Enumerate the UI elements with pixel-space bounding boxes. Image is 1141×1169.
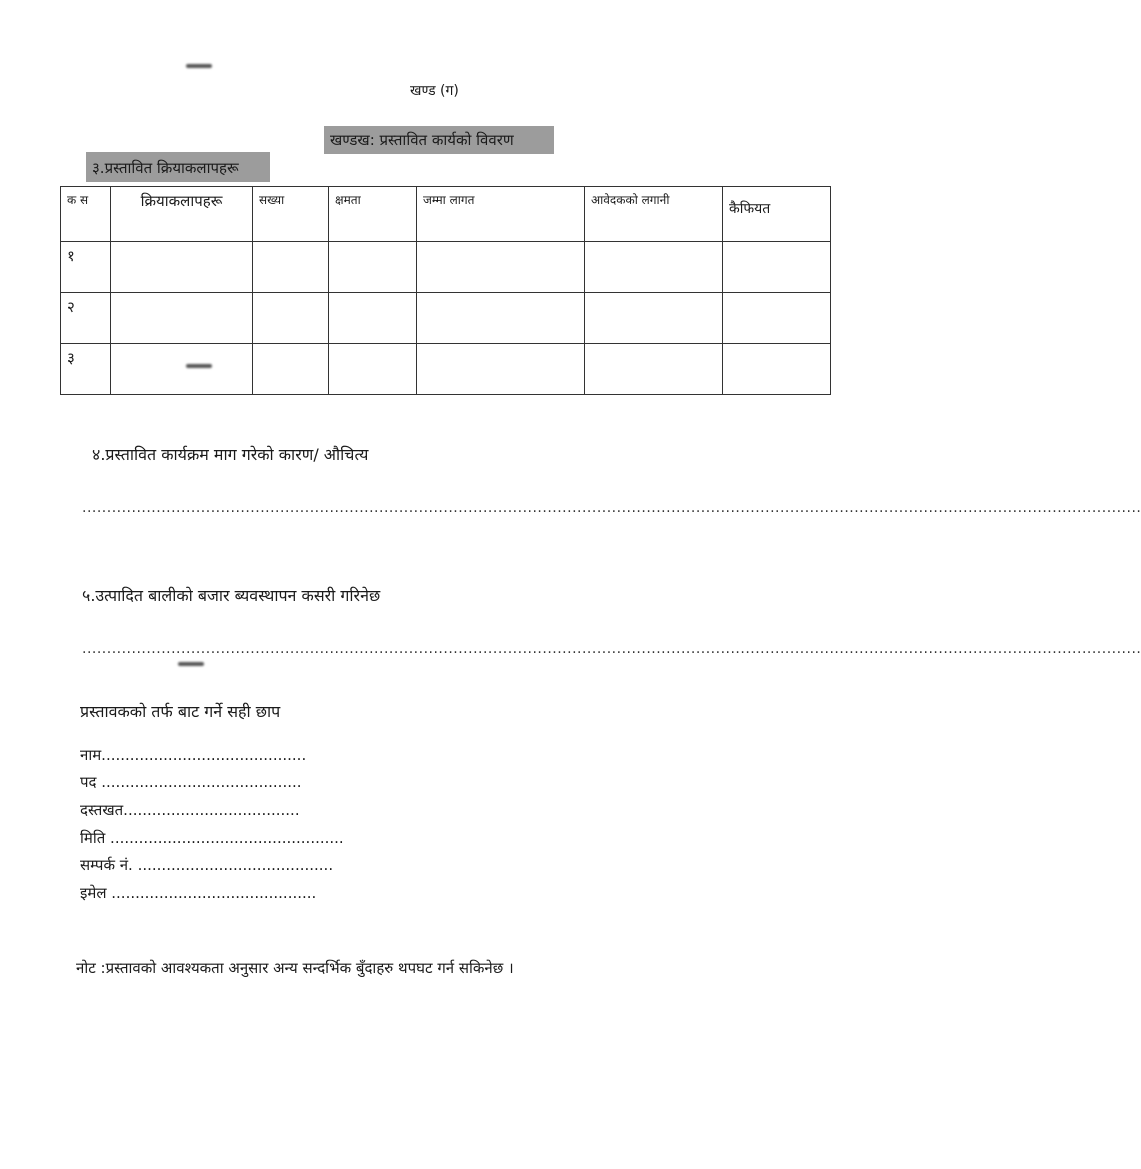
- table-cell[interactable]: [585, 293, 723, 344]
- table-cell[interactable]: [723, 293, 831, 344]
- section-heading: खण्डख: प्रस्तावित कार्यको विवरण: [324, 126, 554, 154]
- question-4-label: ४.प्रस्तावित कार्यक्रम माग गरेको कारण/ औचित्य: [92, 445, 369, 464]
- header-activities: क्रियाकलापहरू: [111, 187, 253, 242]
- table-cell[interactable]: [111, 344, 253, 395]
- table-cell[interactable]: [723, 344, 831, 395]
- email-field[interactable]: इमेल ...........................................: [80, 884, 317, 902]
- header-quantity: सख्या: [253, 187, 329, 242]
- table-row: [61, 242, 831, 293]
- header-applicant-investment: आवेदकको लगानी: [585, 187, 723, 242]
- question-5-answer-line[interactable]: ......................................................................................................................................................................................................................: [82, 641, 1141, 657]
- table-cell-serial: २: [61, 293, 111, 344]
- table-cell[interactable]: [417, 293, 585, 344]
- table-row: [61, 293, 831, 344]
- table-cell[interactable]: [253, 242, 329, 293]
- section-label: खण्ड (ग): [410, 83, 459, 99]
- table-cell[interactable]: [253, 293, 329, 344]
- header-serial-no: क स: [61, 187, 111, 242]
- table-cell[interactable]: [111, 242, 253, 293]
- date-field[interactable]: मिति .................................................: [80, 829, 344, 847]
- table-cell[interactable]: [417, 242, 585, 293]
- table-header-row: [61, 187, 831, 242]
- position-field[interactable]: पद ..........................................: [80, 773, 302, 791]
- table-cell[interactable]: [329, 242, 417, 293]
- question-4-answer-line[interactable]: ......................................................................................................................................................................................................................: [82, 500, 1141, 516]
- table-cell[interactable]: [329, 344, 417, 395]
- contact-number-field[interactable]: सम्पर्क नं. .........................................: [80, 856, 334, 874]
- question-5-label: ५.उत्पादित बालीको बजार ब्यवस्थापन कसरी गरिनेछ: [82, 586, 381, 605]
- header-total-cost: जम्मा लागत: [417, 187, 585, 242]
- scan-smudge: [186, 64, 212, 68]
- header-remarks: कैफियत: [723, 187, 831, 242]
- table-cell[interactable]: [585, 344, 723, 395]
- table-cell-serial: ३: [61, 344, 111, 395]
- note-text: नोट :प्रस्तावको आवश्यकता अनुसार अन्य सन्दर्भिक बुँदाहरु थपघट गर्न सकिनेछ ।: [76, 959, 514, 977]
- table-cell[interactable]: [329, 293, 417, 344]
- table-cell[interactable]: [253, 344, 329, 395]
- header-capacity: क्षमता: [329, 187, 417, 242]
- signature-section-title: प्रस्तावकको तर्फ बाट गर्ने सही छाप: [80, 702, 281, 721]
- signature-field[interactable]: दस्तखत.....................................: [80, 801, 300, 819]
- table-cell-serial: १: [61, 242, 111, 293]
- name-field[interactable]: नाम...........................................: [80, 746, 307, 764]
- table-row: [61, 344, 831, 395]
- table-cell[interactable]: [417, 344, 585, 395]
- table-cell[interactable]: [111, 293, 253, 344]
- activities-subheading: ३.प्रस्तावित क्रियाकलापहरू: [86, 152, 270, 182]
- activities-table: [60, 186, 831, 395]
- table-cell[interactable]: [723, 242, 831, 293]
- scan-smudge: [178, 662, 204, 666]
- table-cell[interactable]: [585, 242, 723, 293]
